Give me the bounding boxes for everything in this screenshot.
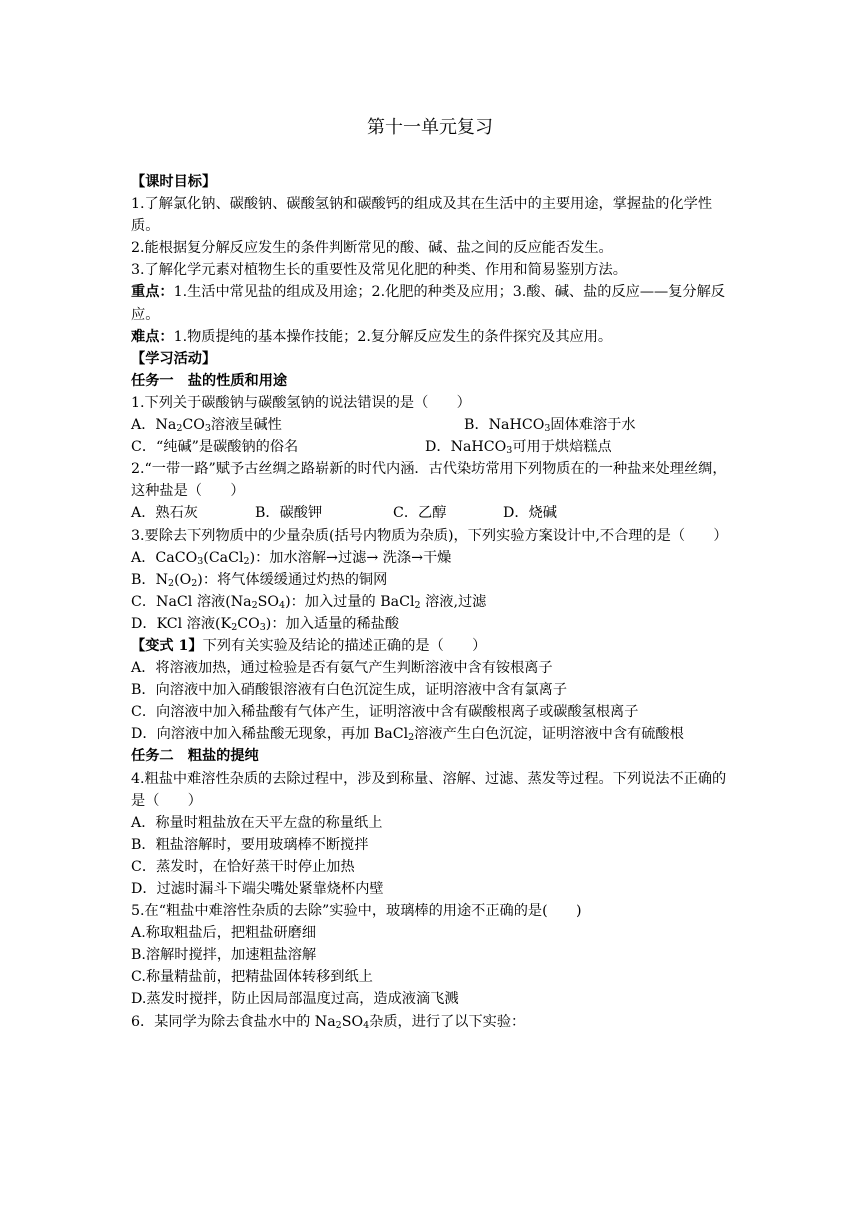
question-4-option-a: A．称量时粗盐放在天平左盘的称量纸上 [131, 814, 383, 831]
question-5-option-a: A.称取粗盐后，把粗盐研磨细 [131, 925, 317, 942]
difficulty-text: 1.物质提纯的基本操作技能；2.复分解反应发生的条件探究及其应用。 [173, 328, 613, 345]
key-points-label: 重点： [131, 284, 174, 301]
question-1-option-c: C．“纯碱”是碳酸钠的俗名 [131, 439, 299, 456]
question-2-option-a: A．熟石灰 [131, 505, 198, 522]
question-5-stem: 5.在“粗盐中难溶性杂质的去除”实验中，玻璃棒的用途不正确的是( ) [131, 903, 582, 920]
task2-heading: 任务二 粗盐的提纯 [131, 748, 259, 765]
variant-1-option-c: C．向溶液中加入稀盐酸有气体产生，证明溶液中含有碳酸根离子或碳酸氢根离子 [131, 704, 639, 721]
variant-1-option-a: A．将溶液加热，通过检验是否有氨气产生判断溶液中含有铵根离子 [131, 660, 553, 677]
document-body [131, 171, 733, 1033]
question-2-option-b: B．碳酸钾 [255, 505, 323, 522]
question-1-option-d: D．NaHCO$_3$可用于烘焙糕点 [425, 439, 612, 457]
question-4-option-d: D．过滤时漏斗下端尖嘴处紧靠烧杯内壁 [131, 881, 384, 897]
activities-heading: 【学习活动】 [131, 350, 217, 367]
question-2-options [131, 502, 733, 524]
variant-1-stem: 【变式 1】下列有关实验及结论的描述正确的是（ ） [131, 637, 487, 654]
question-3-option-d: D．KCl 溶液$(K_2CO_3)$：加入适量的稀盐酸 [131, 615, 400, 633]
question-1-option-b: B．NaHCO$_3$固体难溶于水 [464, 417, 636, 435]
objective-item-2: 2.能根据复分解反应发生的条件判断常见的酸、碱、盐之间的反应能否发生。 [131, 240, 613, 257]
question-5-option-b: B.溶解时搅拌，加速粗盐溶解 [131, 947, 317, 964]
difficulty-points [131, 326, 733, 348]
question-1-options-ab [131, 414, 733, 436]
question-3-option-c: C．NaCl 溶液$(Na_2SO_4)$：加入过量的 BaCl$_2$ 溶液,过滤 [131, 593, 487, 611]
difficulty-label: 难点： [131, 328, 174, 345]
question-6-stem: 6．某同学为除去食盐水中的 $Na_2SO_4$杂质，进行了以下实验： [131, 1013, 526, 1031]
question-4-option-c: C．蒸发时，在恰好蒸干时停止加热 [131, 858, 355, 875]
key-points [131, 281, 733, 325]
task1-heading: 任务一 盐的性质和用途 [131, 372, 288, 389]
variant-1-option-d: D．向溶液中加入稀盐酸无现象，再加 BaCl$_2$溶液产生白色沉淀，证明溶液中含有硫酸根 [131, 726, 684, 744]
question-3-stem: 3.要除去下列物质中的少量杂质(括号内物质为杂质)，下列实验方案设计中,不合理的是（ ） [131, 527, 728, 544]
page-title: 第十一单元复习 [367, 117, 493, 138]
question-5-option-c: C.称量精盐前，把精盐固体转移到纸上 [131, 969, 373, 986]
question-1-options-cd [131, 436, 733, 458]
question-4-stem: 4.粗盐中难溶性杂质的去除过程中，涉及到称量、溶解、过滤、蒸发等过程。下列说法不正确的是（ ） [131, 770, 727, 809]
variant-1-label: 【变式 1】 [131, 637, 203, 654]
question-2-option-d: D．烧碱 [503, 505, 557, 522]
question-2-stem: 2.“一带一路”赋予古丝绸之路崭新的时代内涵．古代染坊常用下列物质在的一种盐来处理丝绸，这种盐是（ ） [131, 461, 727, 500]
objective-item-3: 3.了解化学元素对植物生长的重要性及常见化肥的种类、作用和简易鉴别方法。 [131, 262, 627, 279]
question-5-option-d: D.蒸发时搅拌，防止因局部温度过高，造成液滴飞溅 [131, 991, 459, 1008]
key-points-text: 1.生活中常见盐的组成及用途；2.化肥的种类及应用；3.酸、碱、盐的反应——复分解反应。 [131, 284, 725, 323]
question-4-option-b: B．粗盐溶解时，要用玻璃棒不断搅拌 [131, 836, 369, 853]
variant-1-option-b: B．向溶液中加入硝酸银溶液有白色沉淀生成，证明溶液中含有氯离子 [131, 682, 568, 699]
question-1-option-a: A．$Na_2CO_3$溶液呈碱性 [131, 417, 282, 435]
question-3-option-b: B．$N_2(O_2)$：将气体缓缓通过灼热的铜网 [131, 571, 388, 589]
objective-item-1: 1.了解氯化钠、碳酸钠、碳酸氢钠和碳酸钙的组成及其在生活中的主要用途，掌握盐的化学性质。 [131, 196, 713, 235]
question-2-option-c: C．乙醇 [393, 505, 447, 522]
question-1-stem: 1.下列关于碳酸钠与碳酸氢钠的说法错误的是（ ） [131, 394, 471, 411]
question-3-option-a: A．CaCO$_3$(CaCl$_2$)：加水溶解→过滤→ 洗涤→干燥 [131, 549, 452, 567]
objectives-heading: 【课时目标】 [131, 174, 217, 190]
